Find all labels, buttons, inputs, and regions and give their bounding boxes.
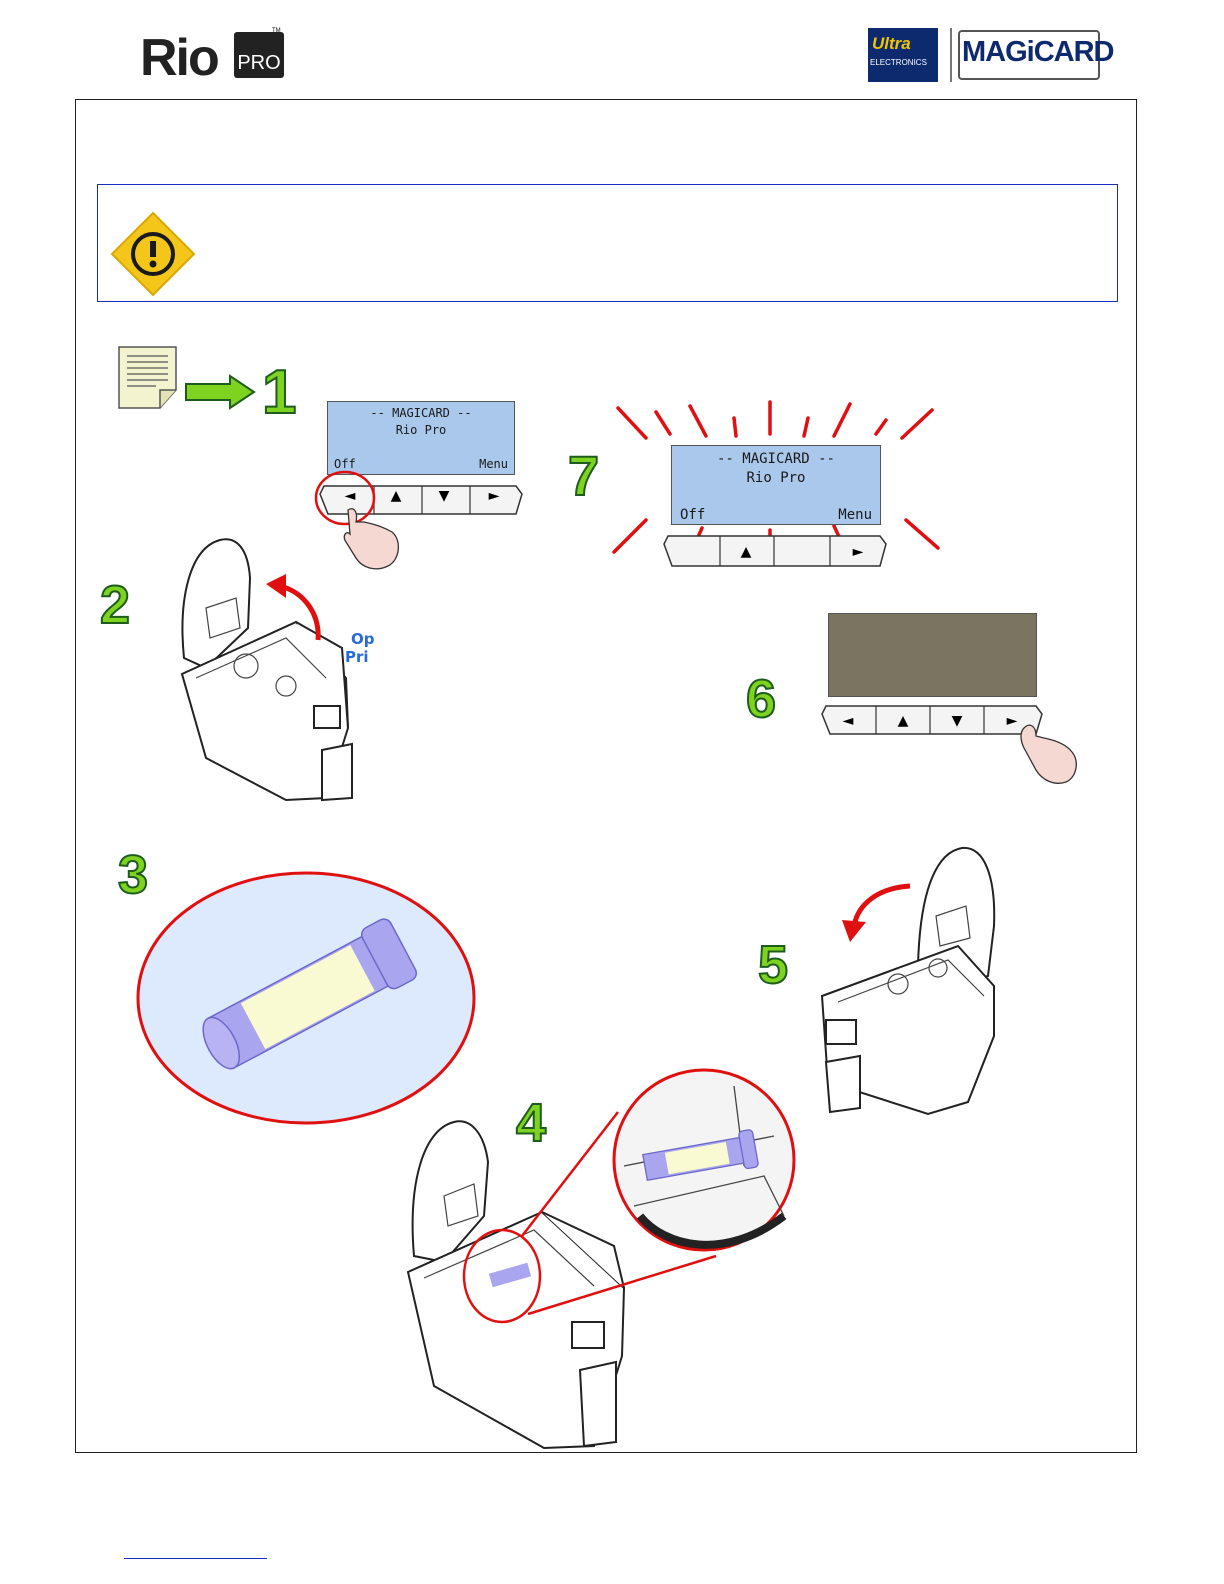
- magicard-logo-word: MAGiCARD: [962, 36, 1114, 68]
- ultra-magicard-logo: [866, 26, 1114, 84]
- document-icon: [116, 344, 180, 412]
- callout-line-1: Op: [351, 630, 375, 648]
- pro-badge-text: PRO: [237, 52, 281, 74]
- step-number-2: 2: [100, 575, 131, 635]
- step-number-3: 3: [118, 845, 149, 905]
- keypad-down-button[interactable]: ▼: [438, 488, 450, 504]
- step-number-7: 7: [568, 444, 600, 507]
- lcd-line-1: -- MAGICARD --: [716, 451, 835, 467]
- lcd-line-2: Rio Pro: [395, 423, 447, 437]
- pressing-hand-icon: [1016, 718, 1082, 788]
- ultra-logo-word: Ultra: [872, 34, 911, 53]
- lcd-off-softkey: Off: [680, 507, 706, 523]
- footer-link-underline[interactable]: [124, 1558, 267, 1559]
- svg-text:▲: ▲: [740, 544, 752, 560]
- right-arrow-icon: [184, 374, 256, 410]
- rio-pro-logo: [130, 22, 290, 92]
- lcd-line-1: -- MAGICARD --: [370, 406, 472, 420]
- warning-exclamation-icon: [108, 209, 198, 299]
- close-lid-down-arrow-icon: [838, 878, 914, 944]
- svg-text:▲: ▲: [897, 713, 909, 729]
- step-number-4: 4: [516, 1093, 547, 1153]
- lcd-menu-softkey: Menu: [479, 457, 508, 471]
- logo-divider: [950, 28, 952, 82]
- close-lid-arrow-icon: [262, 574, 326, 644]
- lcd-screen-step7: [671, 445, 881, 525]
- lcd-screen-off: [828, 613, 1037, 697]
- svg-text:►: ►: [852, 544, 864, 560]
- lcd-screen-step1: [327, 401, 515, 475]
- lcd-menu-softkey: Menu: [838, 507, 872, 523]
- electronics-logo-word: ELECTRONICS: [870, 58, 927, 67]
- step-number-1: 1: [262, 358, 297, 427]
- trademark-mark: TM: [272, 28, 281, 34]
- warning-notice-box: [97, 184, 1118, 302]
- keypad-right-button[interactable]: ►: [488, 488, 500, 504]
- svg-text:►: ►: [1006, 713, 1018, 729]
- step-number-6: 6: [746, 669, 777, 729]
- step-number-5: 5: [758, 935, 789, 995]
- keypad-left-button[interactable]: ◄: [344, 488, 356, 504]
- keypad-step6: [820, 704, 1044, 738]
- keypad-step7: [662, 534, 888, 570]
- svg-text:◄: ◄: [842, 713, 854, 729]
- lcd-off-softkey: Off: [334, 457, 356, 471]
- callout-line-2: Pri: [345, 648, 369, 666]
- rio-logo-word: Rio: [140, 29, 218, 87]
- keypad-up-button[interactable]: ▲: [390, 488, 402, 504]
- svg-text:▼: ▼: [951, 713, 963, 729]
- lcd-line-2: Rio Pro: [746, 470, 806, 486]
- printer-roller-install-step4: [404, 1066, 804, 1450]
